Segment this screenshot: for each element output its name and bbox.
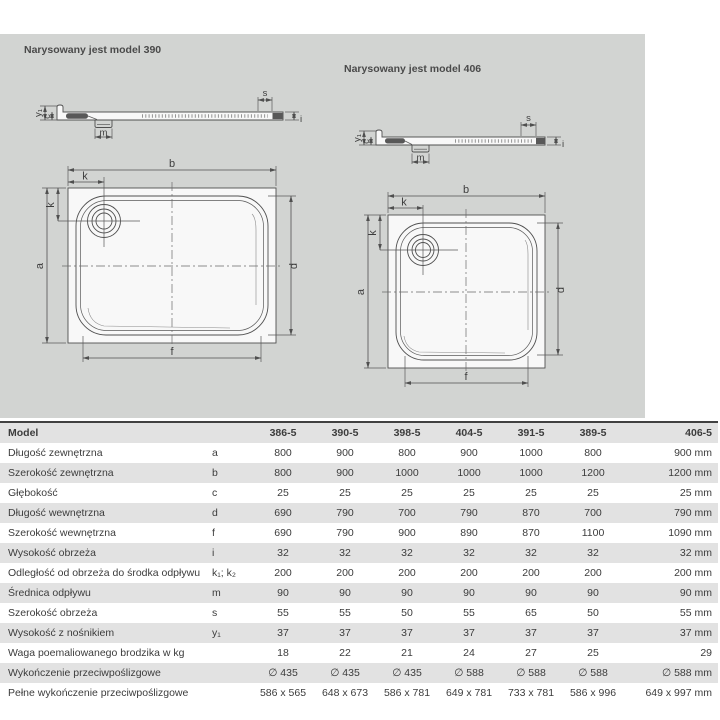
row-value: 32 xyxy=(463,547,475,559)
row-value: 37 xyxy=(339,627,351,639)
dim-label-a: a xyxy=(34,262,46,270)
dim-label-m: m xyxy=(416,152,425,164)
row-value: ∅ 435 xyxy=(268,667,298,679)
model-header-label: Model xyxy=(8,427,39,439)
dim-label-s: s xyxy=(262,88,268,99)
row-value: 90 mm xyxy=(679,587,712,599)
row-value: 1000 xyxy=(457,467,481,479)
row-value: 29 xyxy=(700,647,712,659)
column-header: 406-5 xyxy=(685,427,712,439)
row-value: 700 xyxy=(398,507,416,519)
table-row xyxy=(0,483,718,503)
row-value: 1000 xyxy=(519,467,543,479)
row-value: 25 xyxy=(277,487,289,499)
row-value: 800 xyxy=(398,447,416,459)
row-value: 90 xyxy=(587,587,599,599)
right-drawing-title: Narysowany jest model 406 xyxy=(344,63,482,75)
table-row xyxy=(0,603,718,623)
table-row xyxy=(0,523,718,543)
row-value: 90 xyxy=(525,587,537,599)
row-value: 200 xyxy=(584,567,602,579)
row-value: 25 xyxy=(339,487,351,499)
row-value: 690 xyxy=(274,507,292,519)
row-value: 800 xyxy=(274,467,292,479)
row-value: 90 xyxy=(401,587,413,599)
row-label: Szerokość wewnętrzna xyxy=(8,527,116,539)
row-value: 37 mm xyxy=(679,627,712,639)
table-row xyxy=(0,583,718,603)
row-value: 790 mm xyxy=(674,507,712,519)
row-symbol: m xyxy=(212,587,221,599)
row-symbol: i xyxy=(212,547,215,559)
row-value: 900 xyxy=(398,527,416,539)
dim-label-i: i xyxy=(300,114,303,125)
row-value: 1100 xyxy=(581,527,605,539)
row-value: 32 mm xyxy=(679,547,712,559)
spec-table xyxy=(0,421,718,703)
row-label: Pełne wykończenie przeciwpoślizgowe xyxy=(8,687,189,699)
row-value: 32 xyxy=(587,547,599,559)
row-label: Waga poemaliowanego brodzika w kg xyxy=(8,647,185,659)
row-value: ∅ 588 xyxy=(516,667,546,679)
table-row xyxy=(0,563,718,583)
dim-label-k: k xyxy=(401,196,407,209)
row-value: 32 xyxy=(339,547,351,559)
row-value: ∅ 435 xyxy=(392,667,422,679)
row-value: 733 x 781 xyxy=(507,687,555,699)
row-value: 586 x 996 xyxy=(569,687,617,699)
row-value: 890 xyxy=(460,527,478,539)
table-row xyxy=(0,663,718,683)
row-value: 90 xyxy=(277,587,289,599)
row-symbol: d xyxy=(212,507,218,519)
row-value: 25 xyxy=(463,487,475,499)
row-value: 1000 xyxy=(519,447,543,459)
row-value: 27 xyxy=(525,647,537,659)
row-value: 37 xyxy=(525,627,537,639)
row-value: 700 xyxy=(584,507,602,519)
row-value: 32 xyxy=(277,547,289,559)
dim-label-y1: y₁ xyxy=(33,109,44,117)
row-symbol: b xyxy=(212,467,218,479)
row-value: 800 xyxy=(274,447,292,459)
row-value: ∅ 588 xyxy=(578,667,608,679)
dim-label-a: a xyxy=(355,288,367,296)
dim-label-b: b xyxy=(168,158,176,170)
dim-label-d: d xyxy=(555,286,567,294)
row-value: 25 xyxy=(401,487,413,499)
row-value: 37 xyxy=(463,627,475,639)
row-symbol: s xyxy=(212,607,218,619)
dim-label-k1: k xyxy=(367,230,379,236)
row-value: 24 xyxy=(463,647,475,659)
row-value: 200 xyxy=(522,567,540,579)
dim-label-y1: y₁ xyxy=(352,134,363,142)
dim-label-i: i xyxy=(562,139,565,150)
dim-label-c: c xyxy=(361,139,372,144)
row-label: Szerokość zewnętrzna xyxy=(8,467,114,479)
right-drawing xyxy=(352,113,567,387)
row-value: 55 xyxy=(277,607,289,619)
row-value: 1200 xyxy=(581,467,605,479)
row-value: 870 xyxy=(522,527,540,539)
row-value: 690 xyxy=(274,527,292,539)
row-value: 900 xyxy=(460,447,478,459)
dim-label-k: k xyxy=(82,170,88,183)
spec-table-body xyxy=(0,443,718,703)
row-value: 790 xyxy=(460,507,478,519)
dim-label-s: s xyxy=(526,113,531,124)
row-label: Głębokość xyxy=(8,487,58,499)
row-value: 18 xyxy=(277,647,289,659)
row-value: 37 xyxy=(401,627,413,639)
row-value: 1090 mm xyxy=(668,527,712,539)
row-value: 90 xyxy=(463,587,475,599)
row-value: 870 xyxy=(522,507,540,519)
row-value: 55 mm xyxy=(679,607,712,619)
row-label: Długość zewnętrzna xyxy=(8,447,103,459)
row-value: 25 xyxy=(587,647,599,659)
row-value: ∅ 435 xyxy=(330,667,360,679)
row-label: Wykończenie przeciwpoślizgowe xyxy=(8,667,161,679)
row-value: 790 xyxy=(336,507,354,519)
table-row xyxy=(0,643,718,663)
row-value: 25 xyxy=(587,487,599,499)
row-label: Wysokość z nośnikiem xyxy=(8,627,115,639)
row-label: Średnica odpływu xyxy=(8,587,91,599)
technical-drawing-svg xyxy=(0,34,645,418)
row-value: 25 mm xyxy=(679,487,712,499)
column-header: 390-5 xyxy=(331,427,359,439)
row-value: 649 x 997 mm xyxy=(645,687,712,699)
row-symbol: c xyxy=(212,487,218,499)
table-row xyxy=(0,503,718,523)
table-row xyxy=(0,623,718,643)
left-drawing-title: Narysowany jest model 390 xyxy=(24,44,162,56)
row-label: Szerokość obrzeża xyxy=(8,607,98,619)
dim-label-f: f xyxy=(464,371,468,383)
row-value: 50 xyxy=(401,607,413,619)
column-header: 391-5 xyxy=(517,427,545,439)
row-symbol: k₁; k₂ xyxy=(212,567,236,579)
dim-label-m: m xyxy=(99,127,108,139)
row-value: 800 xyxy=(584,447,602,459)
column-header: 386-5 xyxy=(269,427,297,439)
row-value: 37 xyxy=(277,627,289,639)
row-value: 22 xyxy=(339,647,351,659)
dim-label-d: d xyxy=(288,262,300,270)
column-header: 398-5 xyxy=(393,427,421,439)
row-value: 586 x 781 xyxy=(383,687,431,699)
row-value: 32 xyxy=(525,547,537,559)
row-value: 586 x 565 xyxy=(259,687,307,699)
row-value: 200 xyxy=(398,567,416,579)
row-value: 200 mm xyxy=(674,567,712,579)
row-value: 649 x 781 xyxy=(445,687,493,699)
column-header: 404-5 xyxy=(455,427,483,439)
row-value: 900 xyxy=(336,467,354,479)
row-label: Długość wewnętrzna xyxy=(8,507,105,519)
row-value: 55 xyxy=(463,607,475,619)
table-row xyxy=(0,543,718,563)
row-value: 790 xyxy=(336,527,354,539)
row-value: ∅ 588 xyxy=(454,667,484,679)
table-row xyxy=(0,443,718,463)
row-value: 37 xyxy=(587,627,599,639)
row-symbol: f xyxy=(212,527,215,539)
row-value: 25 xyxy=(525,487,537,499)
row-value: 648 x 673 xyxy=(321,687,369,699)
row-value: 21 xyxy=(401,647,413,659)
row-value: 200 xyxy=(274,567,292,579)
dim-label-c: c xyxy=(42,114,53,119)
left-drawing xyxy=(33,88,302,362)
row-value: 900 xyxy=(336,447,354,459)
table-row xyxy=(0,683,718,703)
dim-label-b: b xyxy=(462,184,470,196)
row-value: 55 xyxy=(339,607,351,619)
row-value: 1000 xyxy=(395,467,419,479)
row-label: Odległość od obrzeża do środka odpływu xyxy=(8,567,201,579)
row-value: 32 xyxy=(401,547,413,559)
row-value: 90 xyxy=(339,587,351,599)
table-header-row xyxy=(0,421,718,443)
row-value: 200 xyxy=(336,567,354,579)
column-header: 389-5 xyxy=(579,427,607,439)
row-label: Wysokość obrzeża xyxy=(8,547,97,559)
row-value: 65 xyxy=(525,607,537,619)
row-value: 900 mm xyxy=(674,447,712,459)
row-value: ∅ 588 mm xyxy=(662,667,712,679)
row-symbol: a xyxy=(212,447,218,459)
dim-label-k1: k xyxy=(45,202,57,208)
row-value: 200 xyxy=(460,567,478,579)
row-value: 1200 mm xyxy=(668,467,712,479)
row-value: 50 xyxy=(587,607,599,619)
dim-label-f: f xyxy=(170,346,174,358)
row-symbol: y₁ xyxy=(212,627,221,639)
table-row xyxy=(0,463,718,483)
